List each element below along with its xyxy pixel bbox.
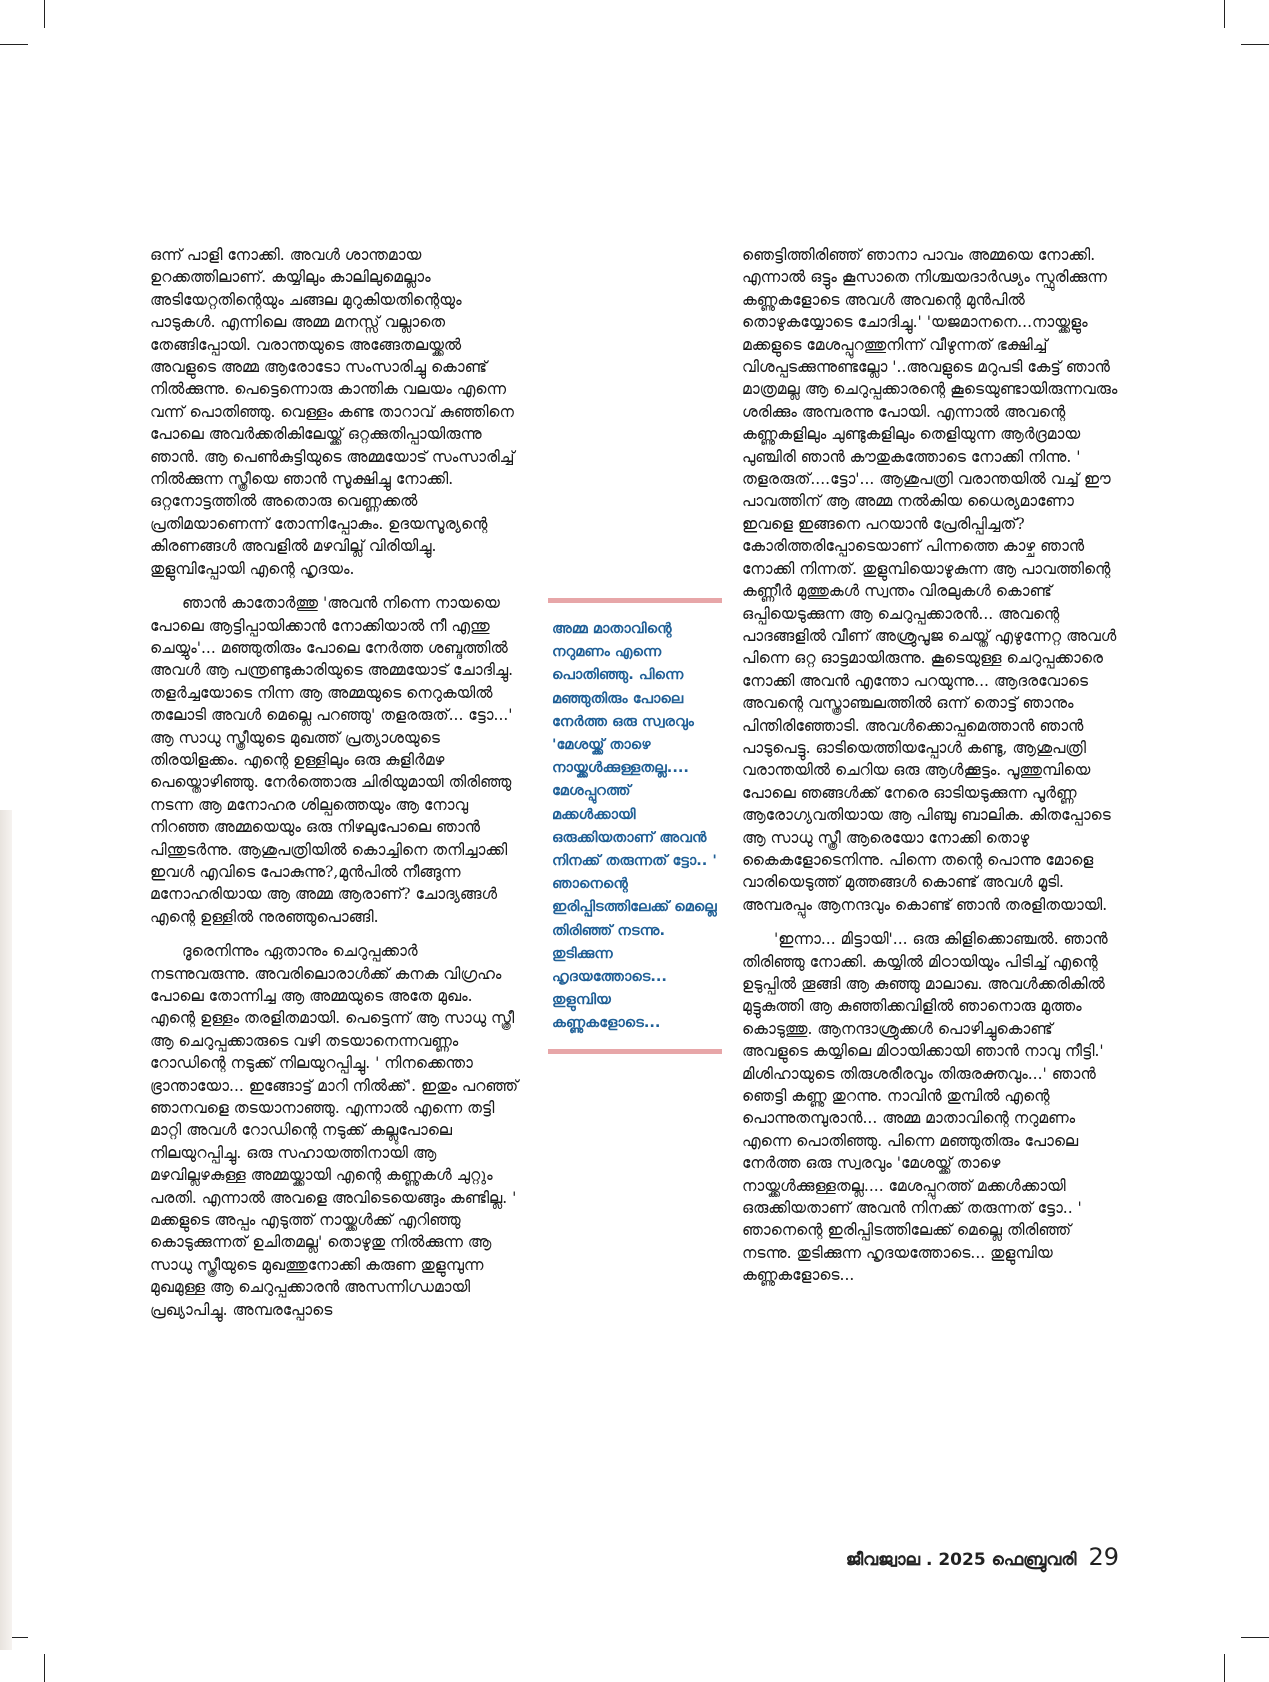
pull-quote-text: അമ്മ മാതാവിന്റെ നറുമണം എന്നെ പൊതിഞ്ഞു. പിന്നെ മഞ്ഞുതിരും പോലെ നേർത്ത ഒരു സ്വരവും 'മേശയ്ക്ക് താഴെ നായ്ക്കൾക്കുള്ളതല്ല.... മേശപ്പുറത്ത് മക്കൾക്കായി ഒരുക്കിയതാണ് അവൻ നിനക്ക് തരുന്നത് ട്ടോ.. ' ഞാനെന്റെ ഇരിപ്പിടത്തിലേക്ക് മെല്ലെ തിരിഞ്ഞ് നടന്നു. തുടിക്കുന്ന ഹൃദയത്തോടെ... തുളുമ്പിയ കണ്ണുകളോടെ... (552, 620, 717, 1032)
paragraph: ഞാൻ കാതോർത്തു 'അവൻ നിന്നെ നായയെ പോലെ ആട്ടിപ്പായിക്കാൻ നോക്കിയാൽ നീ എന്തു ചെയ്യും'... മഞ്ഞുതിരും പോലെ നേർത്ത ശബ്ദത്തിൽ അവൾ ആ പന്ത്രണ്ടുകാരിയുടെ അമ്മയോട് ചോദിച്ചു. തളർച്ചയോടെ നിന്ന ആ അമ്മയുടെ നെറുകയിൽ തലോടി അവൾ മെല്ലെ പറഞ്ഞു' തളരരുത്... ട്ടോ...' ആ സാധു സ്ത്രീയുടെ മുഖത്ത് പ്രത്യാശയുടെ തിരയിളക്കം. എന്റെ ഉള്ളിലും ഒരു കുളിർമഴ പെയ്തൊഴിഞ്ഞു. നേർത്തൊരു ചിരിയുമായി തിരിഞ്ഞു നടന്ന ആ മനോഹര ശില്പത്തെയും ആ നോവു നിറഞ്ഞ അമ്മയെയും ഒരു നിഴലുപോലെ ഞാൻ പിന്തുടർന്നു. ആശുപത്രിയിൽ കൊച്ചിനെ തനിച്ചാക്കി ഇവൾ എവിടെ പോകുന്നു?,മുൻപിൽ നീങ്ങുന്ന മനോഹരിയായ ആ അമ്മ ആരാണ്? ചോദ്യങ്ങൾ എന്റെ ഉള്ളിൽ നുരഞ്ഞുപൊങ്ങി. (150, 594, 514, 926)
right-column (742, 244, 1120, 1299)
paragraph: ഞെട്ടിത്തിരിഞ്ഞ് ഞാനാ പാവം അമ്മയെ നോക്കി. എന്നാൽ ഒട്ടും കൂസാതെ നിശ്ചയദാർഢ്യം സ്ഫുരിക്കുന്ന കണ്ണുകളോടെ അവൾ അവന്റെ മുൻപിൽ തൊഴുകയ്യോടെ ചോദിച്ചു.' 'യജമാനനെ...നായ്ക്കളും മക്കളുടെ മേശപ്പുറത്തുനിന്ന് വീഴുന്നത് ഭക്ഷിച്ച് വിശപ്പടക്കുന്നുണ്ടല്ലോ '..അവളുടെ മറുപടി കേട്ട് ഞാൻ മാത്രമല്ല ആ ചെറുപ്പക്കാരന്റെ കൂടെയുണ്ടായിരുന്നവരും ശരിക്കും അമ്പരന്നു പോയി. എന്നാൽ അവന്റെ കണ്ണുകളിലും ചുണ്ടുകളിലും തെളിയുന്ന ആർദ്രമായ പുഞ്ചിരി ഞാൻ കൗതുകത്തോടെ നോക്കി നിന്നു. ' തളരരുത്....ട്ടോ'... ആശുപത്രി വരാന്തയിൽ വച്ച് ഈ പാവത്തിന് ആ അമ്മ നൽകിയ ധൈര്യമാണോ ഇവളെ ഇങ്ങനെ പറയാൻ പ്രേരിപ്പിച്ചത്? കോരിത്തരിപ്പോടെയാണ് പിന്നത്തെ കാഴ്ച ഞാൻ നോക്കി നിന്നത്. തുളുമ്പിയൊഴുകുന്ന ആ പാവത്തിന്റെ കണ്ണീർ മുത്തുകൾ സ്വന്തം വിരലുകൾ കൊണ്ട് ഒപ്പിയെടുക്കുന്ന ആ ചെറുപ്പക്കാരൻ... അവന്റെ പാദങ്ങളിൽ വീണ് അശ്രുപൂജ ചെയ്ത് എഴുന്നേറ്റ അവൾ പിന്നെ ഒറ്റ ഓട്ടമായിരുന്നു. കൂടെയുള്ള ചെറുപ്പക്കാരെ നോക്കി അവൻ എന്തോ പറയുന്നു... ആദരവോടെ അവന്റെ വസ്ത്രാഞ്ചലത്തിൽ ഒന്ന് തൊട്ട് ഞാനും പിന്തിരിഞ്ഞോടി. അവൾക്കൊപ്പമെത്താൻ ഞാൻ പാടുപെട്ടു. ഓടിയെത്തിയപ്പോൾ കണ്ടു, ആശുപത്രി വരാന്തയിൽ ചെറിയ ഒരു ആൾക്കൂട്ടം. പൂത്തുമ്പിയെ പോലെ ഞങ്ങൾക്ക് നേരെ ഓടിയടുക്കുന്ന പൂർണ്ണ ആരോഗ്യവതിയായ ആ പിഞ്ചു ബാലിക. കിതപ്പോടെ ആ സാധു സ്ത്രീ ആരെയോ നോക്കി തൊഴു കൈകളോടെനിന്നു. പിന്നെ തന്റെ പൊന്നു മോളെ വാരിയെടുത്ത് മുത്തങ്ങൾ കൊണ്ട് അവൾ മൂടി. അമ്പരപ്പും ആനന്ദവും കൊണ്ട് ഞാൻ തരളിതയായി. (742, 246, 1118, 914)
crop-mark (44, 1654, 45, 1682)
magazine-name-date: ജീവജ്വാല . 2025 ഫെബ്രുവരി (845, 1550, 1077, 1570)
crop-mark (1224, 1654, 1225, 1682)
page-footer (846, 1543, 1119, 1571)
crop-mark (1241, 44, 1269, 45)
crop-mark (0, 44, 28, 45)
paragraph: ഒന്ന് പാളി നോക്കി. അവൾ ശാന്തമായ ഉറക്കത്തിലാണ്. കയ്യിലും കാലിലുമെല്ലാം അടിയേറ്റതിന്റെയും ചങ്ങല മുറുകിയതിന്റെയും പാടുകൾ. എന്നിലെ അമ്മ മനസ്സ് വല്ലാതെ തേങ്ങിപ്പോയി. വരാന്തയുടെ അങ്ങേതലയ്ക്കൽ അവളുടെ അമ്മ ആരോടോ സംസാരിച്ചു കൊണ്ട് നിൽക്കുന്നു. പെട്ടെന്നൊരു കാന്തിക വലയം എന്നെ വന്ന് പൊതിഞ്ഞു. വെള്ളം കണ്ട താറാവ് കുഞ്ഞിനെ പോലെ അവർക്കരികിലേയ്ക്ക് ഒറ്റക്കുതിപ്പായിരുന്നു ഞാൻ. ആ പെൺകുട്ടിയുടെ അമ്മയോട് സംസാരിച്ച് നിൽക്കുന്ന സ്ത്രീയെ ഞാൻ സൂക്ഷിച്ചു നോക്കി. ഒറ്റനോട്ടത്തിൽ അതൊരു വെണ്ണക്കൽ പ്രതിമയാണെന്ന് തോന്നിപ്പോകും. ഉദയസൂര്യന്റെ കിരണങ്ങൾ അവളിൽ മഴവില്ല് വിരിയിച്ചു. തുളുമ്പിപ്പോയി എന്റെ ഹൃദയം. (150, 246, 515, 578)
left-column (150, 244, 520, 1333)
paragraph: 'ഇന്നാ... മിട്ടായി'... ഒരു കിളിക്കൊഞ്ചൽ. ഞാൻ തിരിഞ്ഞു നോക്കി. കയ്യിൽ മിഠായിയും പിടിച്ച് എന്റെ ഉടുപ്പിൽ തൂങ്ങി ആ കുഞ്ഞു മാലാഖ. അവൾക്കരികിൽ മുട്ടുകുത്തി ആ കുഞ്ഞിക്കവിളിൽ ഞാനൊരു മുത്തം കൊടുത്തു. ആനന്ദാശ്രുക്കൾ പൊഴിച്ചുകൊണ്ട് അവളുടെ കയ്യിലെ മിഠായിക്കായി ഞാൻ നാവു നീട്ടി.' മിശിഹായുടെ തിരുശരീരവും തിരുരക്തവും...' ഞാൻ ഞെട്ടി കണ്ണു തുറന്നു. നാവിൻ തുമ്പിൽ എന്റെ പൊന്നുതമ്പുരാൻ... അമ്മ മാതാവിന്റെ നറുമണം എന്നെ പൊതിഞ്ഞു. പിന്നെ മഞ്ഞുതിരും പോലെ നേർത്ത ഒരു സ്വരവും 'മേശയ്ക്ക് താഴെ നായ്ക്കൾക്കുള്ളതല്ല.... മേശപ്പുറത്ത് മക്കൾക്കായി ഒരുക്കിയതാണ് അവൻ നിനക്ക് തരുന്നത് ട്ടോ.. ' ഞാനെന്റെ ഇരിപ്പിടത്തിലേക്ക് മെല്ലെ തിരിഞ്ഞ് നടന്നു. തുടിക്കുന്ന ഹൃദയത്തോടെ... തുളുമ്പിയ കണ്ണുകളോടെ... (742, 930, 1108, 1285)
paragraph: ദൂരെനിന്നും ഏതാനും ചെറുപ്പക്കാർ നടന്നുവരുന്നു. അവരിലൊരാൾക്ക് കനക വിഗ്രഹം പോലെ തോന്നിച്ച ആ അമ്മയുടെ അതേ മുഖം. എന്റെ ഉള്ളം തരളിതമായി. പെട്ടെന്ന് ആ സാധു സ്ത്രീ ആ ചെറുപ്പക്കാരുടെ വഴി തടയാനെന്നവണ്ണം റോഡിന്റെ നടുക്ക് നിലയുറപ്പിച്ചു. ' നിനക്കെന്താ ഭ്രാന്തായോ... ഇങ്ങോട്ട് മാറി നിൽക്ക്'. ഇതും പറഞ്ഞ് ഞാനവളെ തടയാനാഞ്ഞു. എന്നാൽ എന്നെ തട്ടി മാറ്റി അവൾ റോഡിന്റെ നടുക്ക് കല്ലുപോലെ നിലയുറപ്പിച്ചു. ഒരു സഹായത്തിനായി ആ മഴവില്ലഴകുള്ള അമ്മയ്ക്കായി എന്റെ കണ്ണുകൾ ചുറ്റും പരതി. എന്നാൽ അവളെ അവിടെയെങ്ങും കണ്ടില്ല. ' മക്കളുടെ അപ്പം എടുത്ത് നായ്ക്കൾക്ക് എറിഞ്ഞു കൊടുക്കുന്നത് ഉചിതമല്ല' തൊഴുതു നിൽക്കുന്ന ആ സാധു സ്ത്രീയുടെ മുഖത്തുനോക്കി കരുണ തുളുമ്പുന്ന മുഖമുള്ള ആ ചെറുപ്പക്കാരൻ അസന്നിഗ്ധമായി പ്രഖ്യാപിച്ചു. അമ്പരപ്പോടെ (150, 942, 519, 1319)
pull-quote (548, 598, 722, 1054)
crop-mark (1241, 1637, 1269, 1638)
crop-mark (1224, 0, 1225, 28)
crop-mark (44, 0, 45, 28)
page-edge-shadow (0, 810, 12, 1650)
page-number: 29 (1088, 1543, 1119, 1571)
